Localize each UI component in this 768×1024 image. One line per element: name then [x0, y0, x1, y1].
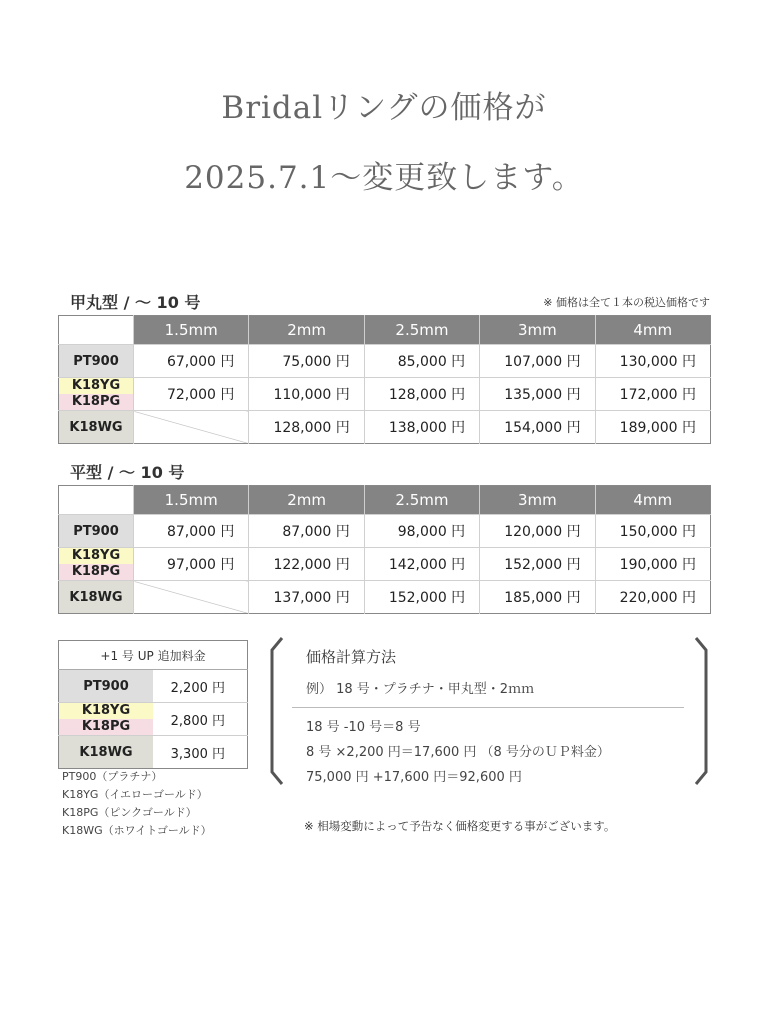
table-header-row — [59, 316, 711, 345]
calc-step: 18 号 -10 号＝8 号 — [306, 720, 421, 735]
table-header-row — [59, 486, 711, 515]
header-corner — [59, 486, 134, 515]
metal-label-k18yg-pg — [59, 378, 134, 411]
metal-label-k18yg: K18YG — [59, 548, 133, 564]
price-cell: 72,000 円 — [134, 378, 249, 411]
calc-step: 8 号 ×2,200 円＝17,600 円 （8 号分のＵＰ料金） — [306, 745, 610, 760]
empty-cell — [134, 581, 249, 614]
price-cell: 87,000 円 — [249, 515, 364, 548]
metal-label-k18yg: K18YG — [59, 703, 153, 719]
table-row — [59, 411, 711, 444]
col-header: 4mm — [595, 486, 710, 515]
table-row — [59, 378, 711, 411]
metal-label-k18pg: K18PG — [59, 394, 133, 410]
legend-item: K18PG（ピンクゴールド） — [62, 806, 197, 819]
price-cell: 185,000 円 — [480, 581, 595, 614]
price-change-footnote: ※ 相場変動によって予告なく価格変更する事がございます。 — [304, 819, 616, 833]
col-header: 2mm — [249, 486, 364, 515]
metal-label-pt900: PT900 — [59, 670, 154, 703]
header-corner — [59, 316, 134, 345]
col-header: 2.5mm — [364, 486, 479, 515]
col-header: 1.5mm — [134, 486, 249, 515]
page-title-line1: Bridalリングの価格が — [221, 90, 547, 126]
price-cell: 75,000 円 — [249, 345, 364, 378]
price-cell: 120,000 円 — [480, 515, 595, 548]
col-header: 3mm — [480, 316, 595, 345]
price-cell: 130,000 円 — [595, 345, 710, 378]
col-header: 3mm — [480, 486, 595, 515]
metal-label-k18pg: K18PG — [59, 719, 153, 735]
price-cell: 172,000 円 — [595, 378, 710, 411]
price-cell: 189,000 円 — [595, 411, 710, 444]
price-cell: 98,000 円 — [364, 515, 479, 548]
price-cell: 107,000 円 — [480, 345, 595, 378]
col-header: 2mm — [249, 316, 364, 345]
price-cell: 137,000 円 — [249, 581, 364, 614]
addon-title: +1 号 UP 追加料金 — [59, 641, 248, 670]
price-cell: 154,000 円 — [480, 411, 595, 444]
calc-step: 75,000 円 +17,600 円＝92,600 円 — [306, 770, 522, 785]
metal-label-pt900: PT900 — [59, 515, 134, 548]
metal-label-k18yg-pg — [59, 548, 134, 581]
price-cell: 138,000 円 — [364, 411, 479, 444]
price-cell: 97,000 円 — [134, 548, 249, 581]
price-cell: 142,000 円 — [364, 548, 479, 581]
divider — [292, 707, 684, 708]
table-row — [59, 345, 711, 378]
metal-label-k18wg: K18WG — [59, 411, 134, 444]
price-cell: 190,000 円 — [595, 548, 710, 581]
metal-label-k18wg: K18WG — [59, 581, 134, 614]
price-cell: 150,000 円 — [595, 515, 710, 548]
price-cell: 2,200 円 — [153, 670, 248, 703]
legend-item: PT900（プラチナ） — [62, 770, 163, 783]
price-cell: 152,000 円 — [480, 548, 595, 581]
table-row — [59, 581, 711, 614]
price-cell: 122,000 円 — [249, 548, 364, 581]
calc-method-title: 価格計算方法 — [306, 648, 397, 666]
calc-example: 例） 18 号・プラチナ・甲丸型・2ｍｍ — [306, 682, 535, 697]
price-cell: 2,800 円 — [153, 703, 248, 736]
left-bracket-icon — [270, 636, 284, 786]
price-cell: 128,000 円 — [364, 378, 479, 411]
size-up-fee-table — [58, 640, 248, 769]
table-row — [59, 703, 248, 736]
metal-label-pt900: PT900 — [59, 345, 134, 378]
metal-label-k18yg-pg — [59, 703, 154, 736]
metal-legend — [62, 768, 212, 840]
price-cell: 67,000 円 — [134, 345, 249, 378]
price-cell: 110,000 円 — [249, 378, 364, 411]
legend-item: K18YG（イエローゴールド） — [62, 788, 208, 801]
legend-item: K18WG（ホワイトゴールド） — [62, 824, 212, 837]
empty-cell — [134, 411, 249, 444]
price-cell: 220,000 円 — [595, 581, 710, 614]
table-row — [59, 736, 248, 769]
tax-note: ※ 価格は全て１本の税込価格です — [543, 296, 710, 309]
page-title-line2: 2025.7.1～変更致します。 — [184, 160, 584, 196]
table-title-hira: 平型 / ～ 10 号 — [70, 463, 185, 482]
col-header: 2.5mm — [364, 316, 479, 345]
price-cell: 87,000 円 — [134, 515, 249, 548]
price-cell: 85,000 円 — [364, 345, 479, 378]
price-cell: 128,000 円 — [249, 411, 364, 444]
table-row — [59, 670, 248, 703]
col-header: 4mm — [595, 316, 710, 345]
metal-label-k18yg: K18YG — [59, 378, 133, 394]
price-table-kohmaru — [58, 315, 711, 444]
price-cell: 152,000 円 — [364, 581, 479, 614]
addon-header-row — [59, 641, 248, 670]
metal-label-k18wg: K18WG — [59, 736, 154, 769]
price-cell: 3,300 円 — [153, 736, 248, 769]
table-row — [59, 548, 711, 581]
price-cell: 135,000 円 — [480, 378, 595, 411]
right-bracket-icon — [694, 636, 708, 786]
table-row — [59, 515, 711, 548]
price-table-hira — [58, 485, 711, 614]
table-title-kohmaru: 甲丸型 / ～ 10 号 — [70, 293, 201, 312]
col-header: 1.5mm — [134, 316, 249, 345]
metal-label-k18pg: K18PG — [59, 564, 133, 580]
